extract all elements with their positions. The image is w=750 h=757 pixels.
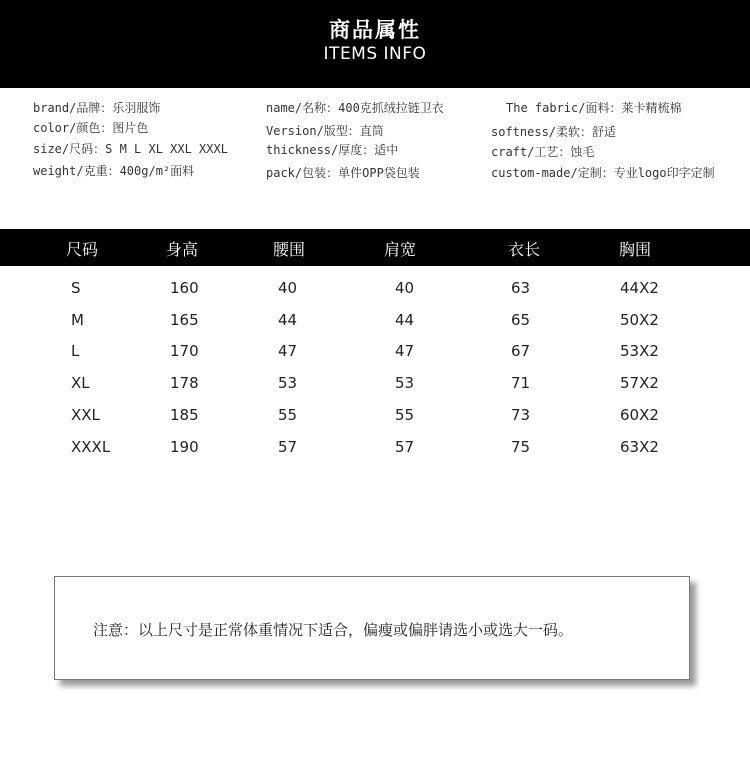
items-info-header	[0, 0, 750, 88]
cell-size: S	[71, 279, 81, 297]
header-size: 尺码	[66, 240, 99, 259]
cell-length: 75	[511, 438, 531, 456]
cell-shoulder: 53	[395, 374, 415, 392]
cell-shoulder: 44	[395, 311, 415, 329]
table-row	[0, 436, 750, 464]
cell-height: 185	[170, 406, 199, 424]
cell-shoulder: 40	[395, 279, 415, 297]
cell-size: L	[71, 342, 80, 360]
cell-height: 190	[170, 438, 199, 456]
cell-chest: 53X2	[620, 342, 659, 360]
table-row	[0, 340, 750, 368]
attr-weight: weight/克重：400g/m²面料	[33, 164, 195, 178]
cell-height: 160	[170, 279, 199, 297]
cell-height: 178	[170, 374, 199, 392]
cell-shoulder: 55	[395, 406, 415, 424]
header-waist: 腰围	[273, 240, 306, 259]
cell-waist: 57	[278, 438, 298, 456]
attribute-list	[0, 96, 750, 191]
cell-length: 63	[511, 279, 531, 297]
table-row	[0, 309, 750, 337]
cell-waist: 40	[278, 279, 298, 297]
attr-fabric: The fabric/面料：莱卡精梳棉	[506, 101, 682, 115]
cell-chest: 63X2	[620, 438, 659, 456]
cell-size: XXXL	[71, 438, 111, 456]
table-row	[0, 404, 750, 432]
cell-chest: 57X2	[620, 374, 659, 392]
attr-color: color/颜色：图片色	[33, 121, 149, 135]
attr-craft: craft/工艺：蚀毛	[491, 145, 595, 159]
cell-height: 165	[170, 311, 199, 329]
cell-size: XL	[71, 374, 90, 392]
cell-chest: 50X2	[620, 311, 659, 329]
cell-chest: 44X2	[620, 279, 659, 297]
header-height: 身高	[166, 240, 199, 259]
cell-chest: 60X2	[620, 406, 659, 424]
cell-length: 65	[511, 311, 531, 329]
attr-brand: brand/品牌：乐羽服饰	[33, 101, 161, 115]
cell-shoulder: 47	[395, 342, 415, 360]
cell-size: XXL	[71, 406, 100, 424]
cell-size: M	[71, 311, 84, 329]
cell-length: 67	[511, 342, 531, 360]
cell-waist: 55	[278, 406, 298, 424]
attr-thickness: thickness/厚度：适中	[266, 143, 399, 157]
header-title-cn: 商品属性	[329, 18, 421, 42]
table-row	[0, 277, 750, 305]
header-title-en: ITEMS INFO	[323, 44, 427, 64]
size-note-box	[54, 576, 690, 680]
attr-custom-made: custom-made/定制：专业logo印字定制	[491, 166, 715, 180]
attr-softness: softness/柔软：舒适	[491, 125, 617, 139]
attr-name: name/名称：400克抓绒拉链卫衣	[266, 101, 444, 115]
size-table-header	[0, 229, 750, 266]
cell-waist: 44	[278, 311, 298, 329]
cell-length: 73	[511, 406, 531, 424]
attr-size: size/尺码：S M L XL XXL XXXL	[33, 142, 228, 156]
cell-waist: 53	[278, 374, 298, 392]
header-chest: 胸围	[619, 240, 652, 259]
attr-version: Version/版型：直筒	[266, 124, 384, 138]
size-note-text: 注意：以上尺寸是正常体重情况下适合，偏瘦或偏胖请选小或选大一码。	[93, 621, 574, 639]
table-row	[0, 372, 750, 400]
cell-shoulder: 57	[395, 438, 415, 456]
cell-waist: 47	[278, 342, 298, 360]
cell-length: 71	[511, 374, 531, 392]
header-length: 衣长	[508, 240, 541, 259]
cell-height: 170	[170, 342, 199, 360]
attr-pack: pack/包装：单件OPP袋包装	[266, 166, 420, 180]
header-shoulder: 肩宽	[384, 240, 417, 259]
